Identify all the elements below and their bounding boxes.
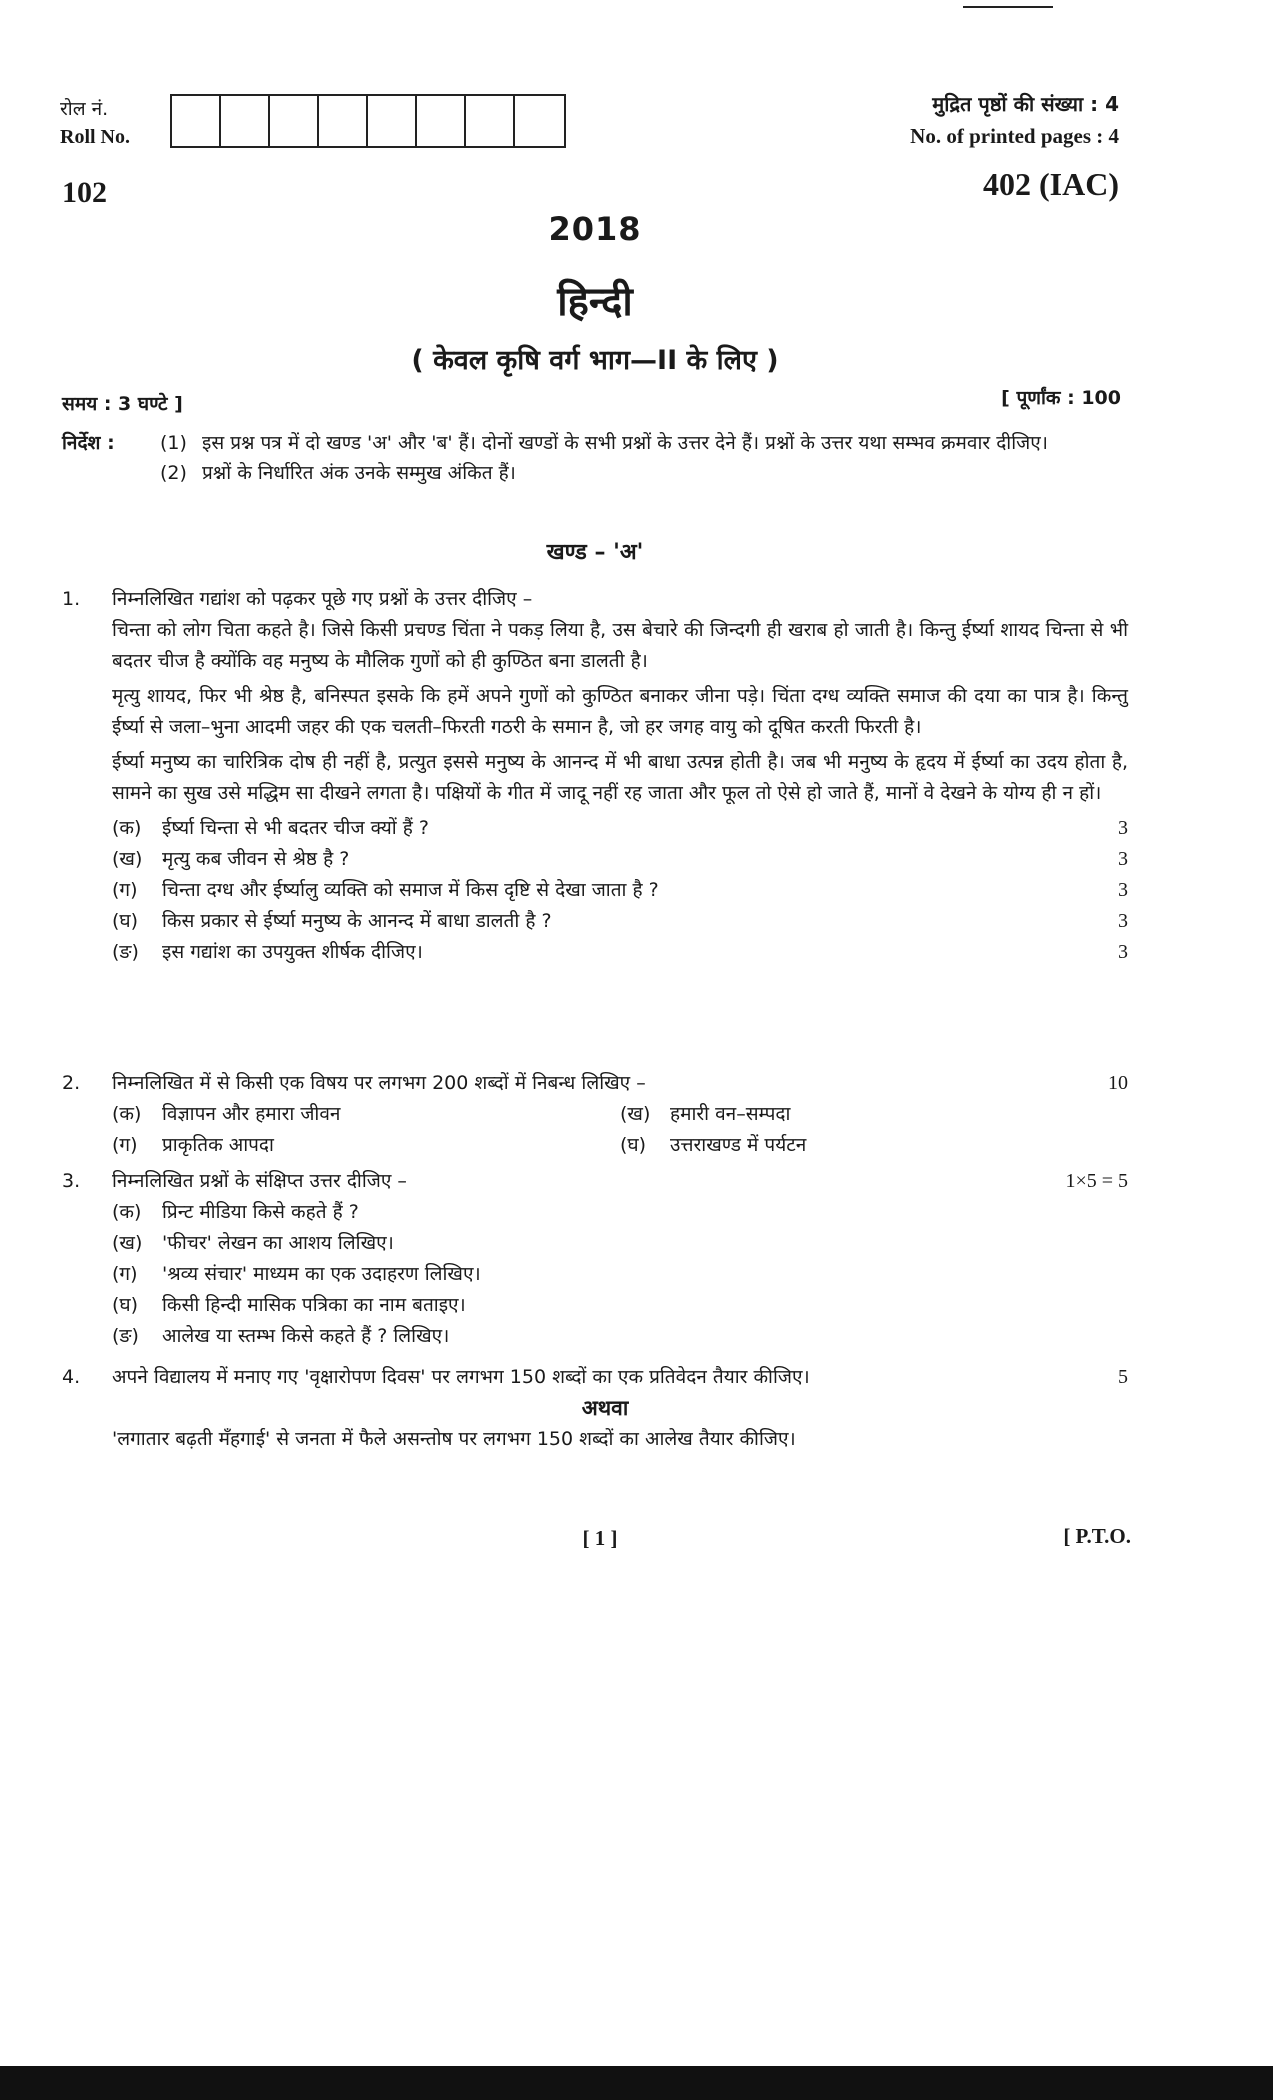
sub-question-marks: 3 <box>1118 848 1128 870</box>
sub-question-label: (घ) <box>112 910 139 932</box>
sub-question <box>112 813 1128 844</box>
sub-question-text: 'फीचर' लेखन का आशय लिखिए। <box>162 1232 394 1254</box>
sub-question-marks: 3 <box>1118 879 1128 901</box>
sub-question <box>112 1321 1128 1352</box>
question-number: 3. <box>62 1170 81 1192</box>
passage-paragraph: ईर्ष्या मनुष्य का चारित्रिक दोष ही नहीं है, प्रत्युत इससे मनुष्य के आनन्द में भी बाधा उत्पन्न होती है। जब भी मनुष्य के हृदय में ईर्ष्या का उदय होता है, सामने का सुख उसे मद्धिम सा दीखने लगता है। पक्षियों के गीत में जादू नहीं रह जाता और फूल तो ऐसे हो जाते हैं, मानों वे देखने के योग्य ही न हों। <box>112 751 1128 804</box>
please-turn-over: [ P.T.O. <box>1063 1524 1131 1548</box>
roll-digit-box[interactable] <box>466 96 515 146</box>
roll-number-boxes[interactable] <box>170 94 566 148</box>
sub-question-text: आलेख या स्तम्भ किसे कहते हैं ? लिखिए। <box>162 1325 450 1347</box>
roll-digit-box[interactable] <box>515 96 564 146</box>
sub-question-marks: 3 <box>1118 910 1128 932</box>
sub-question-label: (क) <box>112 817 142 839</box>
essay-option <box>620 1130 1128 1161</box>
passage-paragraph: मृत्यु शायद, फिर भी श्रेष्ठ है, बनिस्पत इसके कि हमें अपने गुणों को कुण्ठित बनाकर जीना पड़े। चिंता दग्ध व्यक्ति समाज की दया का पात्र है। किन्तु ईर्ष्या से जला–भुना आदमी जहर की एक चलती–फिरती गठरी के समान है, जो हर जगह वायु को दूषित करती फिरती है। <box>112 685 1128 738</box>
question-2 <box>62 1068 1128 1161</box>
option-label: (ख) <box>620 1103 651 1125</box>
printed-pages-hindi: मुद्रित पृष्ठों की संख्या : 4 <box>932 92 1119 116</box>
sub-question-text: मृत्यु कब जीवन से श्रेष्ठ है ? <box>162 848 350 870</box>
alternative-prompt: 'लगातार बढ़ती मँहगाई' से जनता में फैले असन्तोष पर लगभग 150 शब्दों का आलेख तैयार कीजिए। <box>112 1428 796 1450</box>
sub-question-text: किस प्रकार से ईर्ष्या मनुष्य के आनन्द में बाधा डालती है ? <box>162 910 552 932</box>
question-1 <box>62 584 1128 968</box>
question-prompt: निम्नलिखित गद्यांश को पढ़कर पूछे गए प्रश्नों के उत्तर दीजिए – <box>112 588 533 610</box>
subject-title: हिन्दी <box>557 279 633 325</box>
sub-question <box>112 1228 1128 1259</box>
sub-question <box>112 844 1128 875</box>
section-heading: खण्ड – 'अ' <box>546 540 644 565</box>
sub-question <box>112 937 1128 968</box>
essay-option <box>112 1130 620 1161</box>
roll-digit-box[interactable] <box>417 96 466 146</box>
option-label: (क) <box>112 1103 142 1125</box>
printed-pages-english: No. of printed pages : 4 <box>910 124 1119 148</box>
option-text: हमारी वन–सम्पदा <box>670 1103 791 1125</box>
sub-question-label: (ग) <box>112 1263 138 1285</box>
question-number: 2. <box>62 1072 81 1094</box>
time-allowed: समय : 3 घण्टे ] <box>62 393 183 415</box>
question-prompt: निम्नलिखित में से किसी एक विषय पर लगभग 200 शब्दों में निबन्ध लिखिए – <box>112 1072 646 1094</box>
or-separator: अथवा <box>581 1396 629 1420</box>
passage-paragraph: चिन्ता को लोग चिता कहते है। जिसे किसी प्रचण्ड चिंता ने पकड़ लिया है, उस बेचारे की जिन्दगी ही खराब हो जाती है। किन्तु ईर्ष्या शायद चिन्ता से भी बदतर चीज है क्योंकि वह मनुष्य के मौलिक गुणों को ही कुण्ठित बना डालती है। <box>112 619 1128 672</box>
question-marks: 10 <box>1108 1072 1128 1094</box>
roll-digit-box[interactable] <box>368 96 417 146</box>
question-number: 4. <box>62 1366 81 1388</box>
sub-question-label: (क) <box>112 1201 142 1223</box>
sub-question <box>112 1259 1128 1290</box>
sub-question-marks: 3 <box>1118 817 1128 839</box>
instruction-number: (1) <box>160 432 187 454</box>
printed-pages-info <box>910 88 1119 152</box>
roll-digit-box[interactable] <box>221 96 270 146</box>
instruction-text: प्रश्नों के निर्धारित अंक उनके सम्मुख अंकित हैं। <box>202 462 516 484</box>
scan-edge-bar <box>0 2066 1273 2100</box>
option-text: प्राकृतिक आपदा <box>162 1134 274 1156</box>
roll-digit-box[interactable] <box>172 96 221 146</box>
option-text: विज्ञापन और हमारा जीवन <box>162 1103 341 1125</box>
sub-question-label: (ख) <box>112 848 143 870</box>
question-prompt: अपने विद्यालय में मनाए गए 'वृक्षारोपण दिवस' पर लगभग 150 शब्दों का एक प्रतिवेदन तैयार कीजिए। <box>112 1366 810 1388</box>
roll-label-hindi: रोल नं. <box>60 98 109 120</box>
instruction-item <box>62 458 1122 488</box>
instructions <box>62 428 1122 488</box>
roll-label-english: Roll No. <box>60 126 130 148</box>
sub-question <box>112 875 1128 906</box>
option-text: उत्तराखण्ड में पर्यटन <box>670 1134 807 1156</box>
sub-question-label: (ङ) <box>112 941 139 963</box>
instruction-number: (2) <box>160 462 187 484</box>
sub-question-text: प्रिन्ट मीडिया किसे कहते हैं ? <box>162 1201 359 1223</box>
roll-number-label <box>60 95 130 151</box>
paper-subject-code: 402 (IAC) <box>983 166 1119 202</box>
sub-question-text: 'श्रव्य संचार' माध्यम का एक उदाहरण लिखिए। <box>162 1263 481 1285</box>
sub-question-label: (ख) <box>112 1232 143 1254</box>
sub-question-label: (ग) <box>112 879 138 901</box>
question-number: 1. <box>62 588 81 610</box>
question-prompt: निम्नलिखित प्रश्नों के संक्षिप्त उत्तर दीजिए – <box>112 1170 407 1192</box>
instructions-label: निर्देश : <box>62 432 115 454</box>
question-3 <box>62 1166 1128 1352</box>
essay-option <box>620 1099 1128 1130</box>
top-rule <box>963 6 1053 8</box>
sub-question-marks: 3 <box>1118 941 1128 963</box>
instruction-text: इस प्रश्न पत्र में दो खण्ड 'अ' और 'ब' हैं। दोनों खण्डों के सभी प्रश्नों के उत्तर देने हैं। प्रश्नों के उत्तर यथा सम्भव क्रमवार दीजिए। <box>202 432 1048 454</box>
sub-question-text: ईर्ष्या चिन्ता से भी बदतर चीज क्यों हैं ? <box>162 817 429 839</box>
page-number: [ 1 ] <box>582 1526 618 1550</box>
sub-question <box>112 1197 1128 1228</box>
option-label: (ग) <box>112 1134 138 1156</box>
essay-option <box>112 1099 620 1130</box>
sub-question-label: (घ) <box>112 1294 139 1316</box>
instruction-item <box>62 428 1122 458</box>
subject-subtitle: ( केवल कृषि वर्ग भाग—II के लिए ) <box>411 345 779 376</box>
option-label: (घ) <box>620 1134 647 1156</box>
sub-question-text: किसी हिन्दी मासिक पत्रिका का नाम बताइए। <box>162 1294 466 1316</box>
question-marks: 5 <box>1118 1366 1128 1388</box>
sub-question <box>112 1290 1128 1321</box>
question-marks: 1×5 = 5 <box>1065 1170 1128 1192</box>
max-marks: [ पूर्णांक : 100 <box>1001 387 1121 409</box>
roll-digit-box[interactable] <box>319 96 368 146</box>
question-4 <box>62 1362 1128 1455</box>
sub-question-label: (ङ) <box>112 1325 139 1347</box>
sub-question-text: इस गद्यांश का उपयुक्त शीर्षक दीजिए। <box>162 941 423 963</box>
paper-serial-code: 102 <box>62 176 107 209</box>
roll-digit-box[interactable] <box>270 96 319 146</box>
sub-question-text: चिन्ता दग्ध और ईर्ष्यालु व्यक्ति को समाज में किस दृष्टि से देखा जाता है ? <box>162 879 659 901</box>
sub-question <box>112 906 1128 937</box>
exam-year: 2018 <box>548 210 642 248</box>
